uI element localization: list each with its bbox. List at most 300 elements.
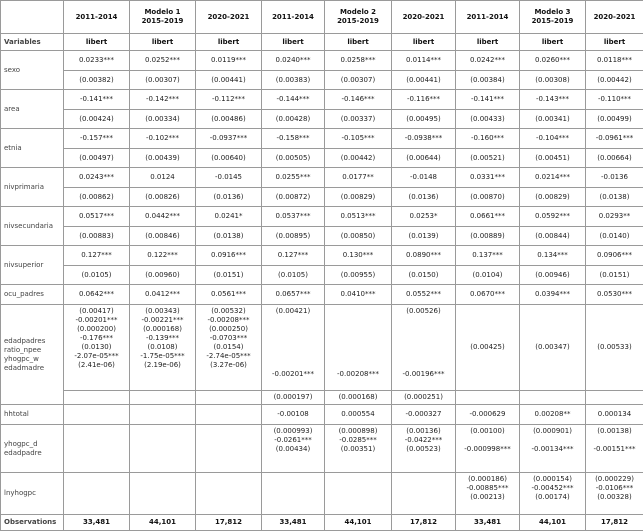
coef-cell: 0.0177** <box>325 168 392 188</box>
empty-cell <box>456 391 520 405</box>
coef-cell: -0.000327 <box>392 405 456 425</box>
dependent-variable: libert <box>325 34 392 51</box>
cell-line: -0.00885*** <box>459 484 516 493</box>
header-line: Modelo 1 <box>133 8 192 17</box>
coef-cell: 0.0119*** <box>196 51 262 71</box>
coef-cell: 0.130*** <box>325 246 392 266</box>
coef-cell: -0.144*** <box>262 90 325 110</box>
variable-label-block <box>1 425 64 473</box>
header-line: 2011-2014 <box>459 13 516 22</box>
se-cell: (0.0138) <box>196 227 262 246</box>
header-line: 2020-2021 <box>395 13 452 22</box>
se-cell: (0.00383) <box>262 71 325 90</box>
coef-cell <box>64 405 130 425</box>
cell-line: (0.000901) <box>523 427 582 436</box>
cell-line <box>265 334 321 343</box>
coef-cell: -0.141*** <box>456 90 520 110</box>
cell-line: -0.00134*** <box>523 445 582 454</box>
se-cell: (0.0105) <box>64 266 130 285</box>
block-cell <box>520 305 586 391</box>
dependent-variable: libert <box>262 34 325 51</box>
cell-line: (0.00351) <box>328 445 388 454</box>
se-row <box>1 266 643 285</box>
cell-line: (0.00526) <box>395 307 452 316</box>
cell-line: -0.00208*** <box>199 316 258 325</box>
coef-cell: 0.134*** <box>520 246 586 266</box>
variable-label-block <box>1 305 64 405</box>
cell-line <box>265 316 321 325</box>
coef-cell: 0.0293** <box>586 207 643 227</box>
se-cell: (0.00308) <box>520 71 586 90</box>
cell-line <box>265 352 321 361</box>
se-cell: (0.00960) <box>130 266 196 285</box>
block-cell <box>520 425 586 473</box>
cell-line <box>395 325 452 334</box>
se-cell: (0.00955) <box>325 266 392 285</box>
column-header <box>262 1 325 34</box>
cell-line: (0.00421) <box>265 307 321 316</box>
variable-label: lnyhogpc <box>1 473 64 515</box>
cell-line: (0.00523) <box>395 445 452 454</box>
coef-cell: 0.00208** <box>520 405 586 425</box>
se-cell: (0.00442) <box>586 71 643 90</box>
coef-cell: 0.0241* <box>196 207 262 227</box>
se-cell: (0.00872) <box>262 188 325 207</box>
variable-label: edadpadre <box>4 449 60 458</box>
cell-line: -0.139*** <box>133 334 192 343</box>
observations-cell: 33,481 <box>456 515 520 531</box>
block-cell <box>586 425 643 473</box>
coef-cell: 0.0561*** <box>196 285 262 305</box>
coef-cell: -0.0937*** <box>196 129 262 149</box>
coef-cell: -0.00108 <box>262 405 325 425</box>
cell-line: (0.00533) <box>589 343 640 352</box>
coef-cell: -0.0961*** <box>586 129 643 149</box>
se-cell: (0.00384) <box>456 71 520 90</box>
cell-line: (0.00434) <box>265 445 321 454</box>
dependent-variable: libert <box>196 34 262 51</box>
se-cell: (0.00382) <box>64 71 130 90</box>
cell-line: (2.41e-06) <box>67 361 126 370</box>
cell-line: -0.00201*** <box>67 316 126 325</box>
column-header <box>586 1 643 34</box>
coef-cell: 0.0242*** <box>456 51 520 71</box>
block-row <box>1 425 643 473</box>
cell-line: (3.27e-06) <box>199 361 258 370</box>
cell-line: -0.0106*** <box>589 484 640 493</box>
header-line: 2011-2014 <box>67 13 126 22</box>
header-line: Modelo 3 <box>523 8 582 17</box>
variable-label: hhtotal <box>1 405 64 425</box>
se-cell: (0.00850) <box>325 227 392 246</box>
coef-cell: 0.0442*** <box>130 207 196 227</box>
coef-cell: 0.0260*** <box>520 51 586 71</box>
empty-cell <box>196 391 262 405</box>
se-cell: (0.0139) <box>392 227 456 246</box>
header-row <box>1 1 643 34</box>
block-cell <box>392 473 456 515</box>
variable-label: ratio_npee <box>4 346 60 355</box>
se-cell: (0.00497) <box>64 149 130 168</box>
se-cell: (0.00640) <box>196 149 262 168</box>
block-cell <box>64 425 130 473</box>
observations-cell: 17,812 <box>196 515 262 531</box>
cell-line: -0.00452*** <box>523 484 582 493</box>
coef-cell: 0.0530*** <box>586 285 643 305</box>
coef-cell: 0.0552*** <box>392 285 456 305</box>
se-cell: (0.00889) <box>456 227 520 246</box>
variable-label: yhogpc_d <box>4 440 60 449</box>
cell-line <box>328 343 388 352</box>
se-row <box>1 188 643 207</box>
se-cell: (0.0140) <box>586 227 643 246</box>
block-cell <box>262 473 325 515</box>
cell-line <box>395 334 452 343</box>
cell-line <box>395 316 452 325</box>
se-cell: (0.0136) <box>196 188 262 207</box>
se-cell: (0.00829) <box>520 188 586 207</box>
coef-row <box>1 246 643 266</box>
coef-cell: 0.0890*** <box>392 246 456 266</box>
cell-line: (0.000200) <box>67 325 126 334</box>
cell-line <box>328 334 388 343</box>
empty-cell <box>64 391 130 405</box>
cell-line: -0.00221*** <box>133 316 192 325</box>
cell-line: (0.000229) <box>589 475 640 484</box>
cell-line: -0.0422*** <box>395 436 452 445</box>
observations-cell: 33,481 <box>64 515 130 531</box>
coef-cell: 0.0513*** <box>325 207 392 227</box>
coef-cell: -0.0136 <box>586 168 643 188</box>
cell-line: (2.19e-06) <box>133 361 192 370</box>
se-cell: (0.000168) <box>325 391 392 405</box>
se-cell: (0.00433) <box>456 110 520 129</box>
coef-cell: 0.0253* <box>392 207 456 227</box>
cell-line: -2.07e-05*** <box>67 352 126 361</box>
se-cell: (0.00337) <box>325 110 392 129</box>
coef-cell: 0.0412*** <box>130 285 196 305</box>
coef-cell: 0.0661*** <box>456 207 520 227</box>
column-header <box>456 1 520 34</box>
variable-label: area <box>1 90 64 129</box>
observations-cell: 33,481 <box>262 515 325 531</box>
se-cell: (0.00442) <box>325 149 392 168</box>
block-cell <box>325 473 392 515</box>
se-cell: (0.00495) <box>392 110 456 129</box>
cell-line: (0.00136) <box>395 427 452 436</box>
se-cell: (0.00486) <box>196 110 262 129</box>
cell-line: (0.000154) <box>523 475 582 484</box>
column-header <box>64 1 130 34</box>
se-cell: (0.00862) <box>64 188 130 207</box>
se-cell: (0.00424) <box>64 110 130 129</box>
block-cell <box>520 473 586 515</box>
dependent-variable: libert <box>130 34 196 51</box>
cell-line: -0.0703*** <box>199 334 258 343</box>
se-cell: (0.00499) <box>586 110 643 129</box>
se-cell: (0.000197) <box>262 391 325 405</box>
block-cell <box>586 305 643 391</box>
coef-cell: -0.000629 <box>456 405 520 425</box>
cell-line: (0.00174) <box>523 493 582 502</box>
coef-cell: 0.0642*** <box>64 285 130 305</box>
variable-label: yhogpc_w <box>4 355 60 364</box>
se-cell: (0.00439) <box>130 149 196 168</box>
observations-cell: 44,101 <box>520 515 586 531</box>
cell-line <box>328 352 388 361</box>
empty-cell <box>586 391 643 405</box>
cell-line: (0.00347) <box>523 343 582 352</box>
header-line: 2015-2019 <box>133 17 192 26</box>
block-cell <box>130 473 196 515</box>
se-cell: (0.00644) <box>392 149 456 168</box>
column-header <box>325 1 392 34</box>
block-cell <box>456 305 520 391</box>
column-header <box>520 1 586 34</box>
coef-cell: -0.110*** <box>586 90 643 110</box>
coef-cell: 0.0906*** <box>586 246 643 266</box>
dependent-variable: libert <box>456 34 520 51</box>
coef-cell: -0.141*** <box>64 90 130 110</box>
cell-line <box>328 361 388 370</box>
coef-cell: 0.0657*** <box>262 285 325 305</box>
se-row <box>1 110 643 129</box>
coef-row <box>1 51 643 71</box>
coef-cell: 0.127*** <box>262 246 325 266</box>
coef-cell: -0.157*** <box>64 129 130 149</box>
se-row <box>1 227 643 246</box>
cell-line: (0.00138) <box>589 427 640 436</box>
block-cell <box>392 305 456 391</box>
variable-label: edadpadres <box>4 337 60 346</box>
coef-cell: -0.146*** <box>325 90 392 110</box>
coef-cell: 0.0114*** <box>392 51 456 71</box>
coef-cell: 0.0258*** <box>325 51 392 71</box>
observations-cell: 44,101 <box>130 515 196 531</box>
coef-row <box>1 207 643 227</box>
se-cell: (0.00441) <box>392 71 456 90</box>
cell-line: (0.00328) <box>589 493 640 502</box>
block-cell <box>586 473 643 515</box>
coef-cell: -0.0148 <box>392 168 456 188</box>
cell-line: (0.0130) <box>67 343 126 352</box>
cell-line: (0.00532) <box>199 307 258 316</box>
observations-label: Observations <box>1 515 64 531</box>
cell-line: (0.000168) <box>133 325 192 334</box>
coef-cell: -0.102*** <box>130 129 196 149</box>
coef-cell <box>130 405 196 425</box>
coef-cell: 0.127*** <box>64 246 130 266</box>
coef-cell: 0.000554 <box>325 405 392 425</box>
cell-line: (0.00425) <box>459 343 516 352</box>
coef-cell: -0.116*** <box>392 90 456 110</box>
cell-line: -0.00196*** <box>395 370 452 379</box>
coef-cell: 0.0517*** <box>64 207 130 227</box>
cell-line: (0.000186) <box>459 475 516 484</box>
variable-label: nivprimaria <box>1 168 64 207</box>
cell-line <box>395 352 452 361</box>
block-cell <box>392 425 456 473</box>
coef-cell: -0.143*** <box>520 90 586 110</box>
block-cell <box>262 305 325 391</box>
block-cell <box>64 305 130 391</box>
cell-line: (0.00343) <box>133 307 192 316</box>
block-cell <box>196 305 262 391</box>
se-cell: (0.00826) <box>130 188 196 207</box>
cell-line <box>395 361 452 370</box>
coef-cell: -0.104*** <box>520 129 586 149</box>
se-cell: (0.00844) <box>520 227 586 246</box>
coef-cell: 0.137*** <box>456 246 520 266</box>
cell-line <box>265 361 321 370</box>
variable-label: nivsecundaria <box>1 207 64 246</box>
header-line: 2011-2014 <box>265 13 321 22</box>
cell-line <box>265 343 321 352</box>
coef-cell: 0.000134 <box>586 405 643 425</box>
coef-cell: 0.0118*** <box>586 51 643 71</box>
block-row <box>1 305 643 391</box>
coef-cell: 0.0214*** <box>520 168 586 188</box>
cell-line <box>523 436 582 445</box>
coef-cell: 0.122*** <box>130 246 196 266</box>
se-cell: (0.00307) <box>325 71 392 90</box>
se-cell: (0.00505) <box>262 149 325 168</box>
coef-cell: 0.0255*** <box>262 168 325 188</box>
observations-cell: 44,101 <box>325 515 392 531</box>
cell-line <box>265 325 321 334</box>
cell-line <box>328 316 388 325</box>
coef-cell: 0.0124 <box>130 168 196 188</box>
cell-line: (0.000993) <box>265 427 321 436</box>
coef-cell: 0.0243*** <box>64 168 130 188</box>
cell-line: (0.000250) <box>199 325 258 334</box>
cell-line: -0.0261*** <box>265 436 321 445</box>
cell-line: (0.0108) <box>133 343 192 352</box>
coef-cell: -0.112*** <box>196 90 262 110</box>
coef-cell: 0.0670*** <box>456 285 520 305</box>
cell-line <box>328 307 388 316</box>
se-cell: (0.0136) <box>392 188 456 207</box>
se-cell: (0.0138) <box>586 188 643 207</box>
coef-row <box>1 168 643 188</box>
block-cell <box>130 305 196 391</box>
coef-cell: -0.0938*** <box>392 129 456 149</box>
block-cell <box>196 425 262 473</box>
cell-line: -1.75e-05*** <box>133 352 192 361</box>
header-line: 2015-2019 <box>523 17 582 26</box>
se-cell: (0.00428) <box>262 110 325 129</box>
se-cell: (0.00334) <box>130 110 196 129</box>
se-cell: (0.0104) <box>456 266 520 285</box>
variable-label: edadmadre <box>4 364 60 373</box>
observations-cell: 17,812 <box>392 515 456 531</box>
block-cell <box>456 473 520 515</box>
cell-line: (0.00417) <box>67 307 126 316</box>
coef-cell: -0.105*** <box>325 129 392 149</box>
block-cell <box>325 305 392 391</box>
coef-cell: 0.0592*** <box>520 207 586 227</box>
coef-row <box>1 405 643 425</box>
cell-line: -0.0285*** <box>328 436 388 445</box>
se-row <box>1 149 643 168</box>
cell-line: -0.00201*** <box>265 370 321 379</box>
coef-cell: -0.158*** <box>262 129 325 149</box>
cell-line: (0.000898) <box>328 427 388 436</box>
block-cell <box>456 425 520 473</box>
coef-cell: 0.0240*** <box>262 51 325 71</box>
se-cell: (0.0150) <box>392 266 456 285</box>
coef-row <box>1 285 643 305</box>
cell-line: (0.0154) <box>199 343 258 352</box>
dependent-variable: libert <box>64 34 130 51</box>
dependent-variable: libert <box>520 34 586 51</box>
cell-line: -0.176*** <box>67 334 126 343</box>
coef-row <box>1 90 643 110</box>
se-cell: (0.00451) <box>520 149 586 168</box>
se-cell: (0.00341) <box>520 110 586 129</box>
variable-label: sexo <box>1 51 64 90</box>
cell-line: -0.00208*** <box>328 370 388 379</box>
block-row <box>1 473 643 515</box>
cell-line <box>459 436 516 445</box>
block-cell <box>196 473 262 515</box>
coef-cell <box>196 405 262 425</box>
variable-label: nivsuperior <box>1 246 64 285</box>
se-cell: (0.00846) <box>130 227 196 246</box>
cell-line: -0.000998*** <box>459 445 516 454</box>
se-cell: (0.00307) <box>130 71 196 90</box>
coef-cell: -0.0145 <box>196 168 262 188</box>
se-cell: (0.00829) <box>325 188 392 207</box>
header-line: 2015-2019 <box>328 17 388 26</box>
cell-line: -0.00151*** <box>589 445 640 454</box>
coef-cell: -0.160*** <box>456 129 520 149</box>
se-cell: (0.000251) <box>392 391 456 405</box>
coef-cell: 0.0916*** <box>196 246 262 266</box>
header-line: Modelo 2 <box>328 8 388 17</box>
coef-cell: 0.0410*** <box>325 285 392 305</box>
coef-cell: 0.0233*** <box>64 51 130 71</box>
column-header <box>196 1 262 34</box>
empty-cell <box>130 391 196 405</box>
variable-label: ocu_padres <box>1 285 64 305</box>
observations-row <box>1 515 643 531</box>
cell-line <box>395 343 452 352</box>
block-cell <box>262 425 325 473</box>
block-cell <box>64 473 130 515</box>
column-header <box>130 1 196 34</box>
cell-line <box>589 436 640 445</box>
column-header <box>392 1 456 34</box>
empty-cell <box>520 391 586 405</box>
se-cell: (0.0151) <box>196 266 262 285</box>
header-line: 2020-2021 <box>589 13 640 22</box>
coef-cell: -0.142*** <box>130 90 196 110</box>
observations-cell: 17,812 <box>586 515 643 531</box>
se-cell: (0.00946) <box>520 266 586 285</box>
coef-cell: 0.0394*** <box>520 285 586 305</box>
coef-row <box>1 129 643 149</box>
se-cell: (0.00870) <box>456 188 520 207</box>
coef-cell: 0.0331*** <box>456 168 520 188</box>
cell-line <box>328 325 388 334</box>
header-line: 2020-2021 <box>199 13 258 22</box>
block-cell <box>130 425 196 473</box>
se-cell: (0.0151) <box>586 266 643 285</box>
dependent-variable: libert <box>586 34 643 51</box>
variables-label: Variables <box>1 34 64 51</box>
header-blank <box>1 1 64 34</box>
